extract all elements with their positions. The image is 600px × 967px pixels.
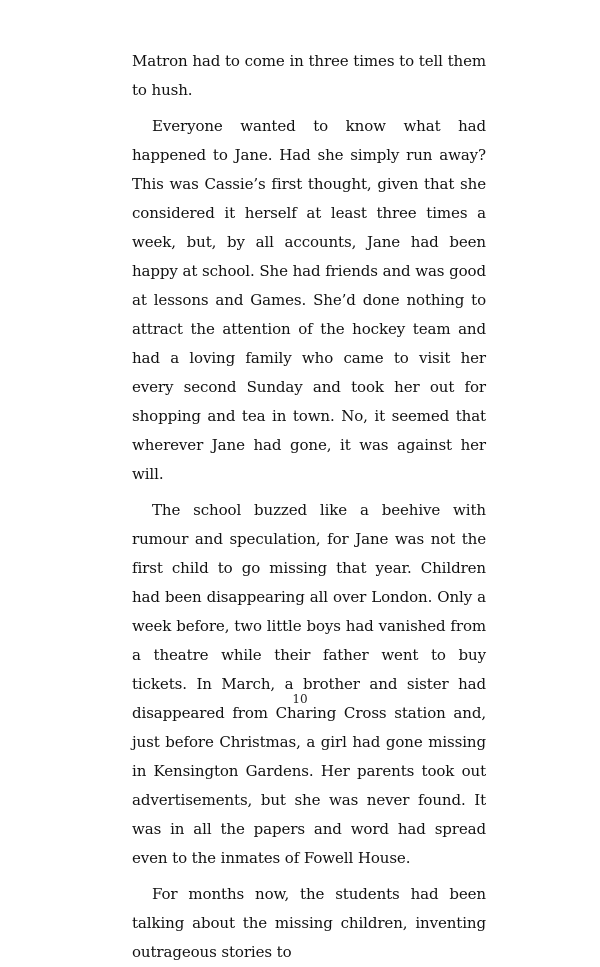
paragraph-continuation: Matron had to come in three times to tell them to hush. (132, 52, 486, 99)
body-text (132, 47, 486, 967)
page-number: 10 (292, 692, 308, 706)
paragraph: For months now, the students had been talking about the missing children, inventing outrageous stories to (132, 885, 486, 961)
paragraph: Everyone wanted to know what had happened to Jane. Had she simply run away? This was Cassie’s first thought, given that she considered it herself at least three times a week, but, by all accounts, Jane had been happy at school. She had friends and was good at lessons and Games. She’d done nothing to attract the attention of the hockey team and had a loving family who came to visit her every second Sunday and took her out for shopping and tea in town. No, it seemed that wherever Jane had gone, it was against her will. (132, 117, 486, 483)
paragraph: The school buzzed like a beehive with rumour and speculation, for Jane was not the first child to go missing that year. Children had been disappearing all over London. Only a week before, two little boys had vanished from a theatre while their father went to buy tickets. In March, a brother and sister had disappeared from Charing Cross station and, just before Christmas, a girl had gone missing in Kensington Gardens. Her parents took out advertisements, but she was never found. It was in all the papers and word had spread even to the inmates of Fowell House. (132, 501, 486, 867)
